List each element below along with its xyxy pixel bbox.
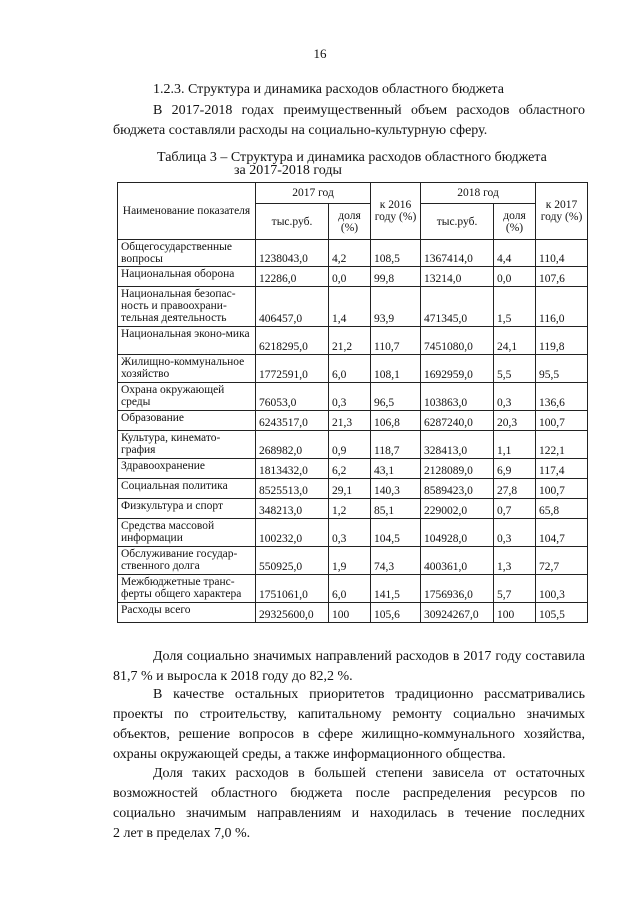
- indicator-name-cell: Национальная безопас-ность и правоохрани-тельная деятельность: [118, 287, 256, 327]
- indicator-name-cell: Обслуживание государ-ственного долга: [118, 547, 256, 575]
- value-2017-cell: 29325600,0: [256, 603, 329, 623]
- share-line-1: Доля социально значимых направлений расходов в 2017 году составила: [153, 649, 585, 664]
- share-2018-cell: 6,9: [494, 459, 536, 479]
- change-vs-2016-cell: 140,3: [371, 479, 421, 499]
- indicator-name-cell: Межбюджетные транс-ферты общего характера: [118, 575, 256, 603]
- change-vs-2016-cell: 118,7: [371, 431, 421, 459]
- table-row: [118, 383, 588, 411]
- table-row: [118, 459, 588, 479]
- header-share-2018: доля (%): [494, 204, 536, 240]
- change-vs-2016-cell: 74,3: [371, 547, 421, 575]
- indicator-name-cell: Охрана окружающей среды: [118, 383, 256, 411]
- value-2018-cell: 400361,0: [421, 547, 494, 575]
- indicator-name-cell: Социальная политика: [118, 479, 256, 499]
- share-2017-cell: 1,9: [329, 547, 371, 575]
- indicator-name-cell: Средства массовой информации: [118, 519, 256, 547]
- priorities-line-4: охраны окружающей среды, а также информационного общества.: [113, 747, 506, 762]
- change-vs-2016-cell: 85,1: [371, 499, 421, 519]
- table-caption: Таблица 3 – Структура и динамика расходов областного бюджета: [157, 150, 547, 165]
- table-row: [118, 240, 588, 267]
- header-indicator-name: Наименование показателя: [118, 183, 256, 240]
- change-vs-2016-cell: 43,1: [371, 459, 421, 479]
- share-2018-cell: 4,4: [494, 240, 536, 267]
- change-vs-2017-cell: 65,8: [536, 499, 588, 519]
- indicator-name-cell: Национальная эконо-мика: [118, 327, 256, 355]
- share-2018-cell: 20,3: [494, 411, 536, 431]
- change-vs-2016-cell: 96,5: [371, 383, 421, 411]
- share-2017-cell: 21,2: [329, 327, 371, 355]
- share-2017-cell: 0,0: [329, 267, 371, 287]
- change-vs-2017-cell: 95,5: [536, 355, 588, 383]
- residual-line-4: 2 лет в пределах 7,0 %.: [113, 826, 251, 841]
- share-2017-cell: 0,3: [329, 519, 371, 547]
- table-row: [118, 431, 588, 459]
- share-2018-cell: 5,7: [494, 575, 536, 603]
- header-share-2017: доля (%): [329, 204, 371, 240]
- header-year-2018: 2018 год: [421, 183, 536, 204]
- share-2017-cell: 100: [329, 603, 371, 623]
- table-row: [118, 355, 588, 383]
- residual-line-2: возможностей областного бюджета после распределения ресурсов по: [113, 786, 585, 801]
- change-vs-2017-cell: 72,7: [536, 547, 588, 575]
- value-2017-cell: 6243517,0: [256, 411, 329, 431]
- share-2017-cell: 0,3: [329, 383, 371, 411]
- value-2018-cell: 2128089,0: [421, 459, 494, 479]
- table-row: [118, 287, 588, 327]
- section-heading: 1.2.3. Структура и динамика расходов областного бюджета: [153, 82, 504, 97]
- value-2017-cell: 1751061,0: [256, 575, 329, 603]
- header-vs-2017: к 2017 году (%): [536, 183, 588, 240]
- table-row: [118, 479, 588, 499]
- share-line-2: 81,7 % и выросла к 2018 году до 82,2 %.: [113, 669, 353, 684]
- share-2018-cell: 0,0: [494, 267, 536, 287]
- table-row: [118, 411, 588, 431]
- value-2018-cell: 328413,0: [421, 431, 494, 459]
- header-year-2017: 2017 год: [256, 183, 371, 204]
- share-2018-cell: 0,7: [494, 499, 536, 519]
- table-row: [118, 267, 588, 287]
- share-2018-cell: 0,3: [494, 383, 536, 411]
- share-2017-cell: 21,3: [329, 411, 371, 431]
- value-2017-cell: 12286,0: [256, 267, 329, 287]
- change-vs-2016-cell: 106,8: [371, 411, 421, 431]
- table-caption-period: за 2017-2018 годы: [234, 163, 342, 178]
- value-2018-cell: 13214,0: [421, 267, 494, 287]
- share-2017-cell: 6,0: [329, 355, 371, 383]
- value-2018-cell: 1756936,0: [421, 575, 494, 603]
- value-2018-cell: 30924267,0: [421, 603, 494, 623]
- value-2018-cell: 6287240,0: [421, 411, 494, 431]
- change-vs-2016-cell: 105,6: [371, 603, 421, 623]
- table-row: [118, 519, 588, 547]
- share-2017-cell: 1,2: [329, 499, 371, 519]
- intro-paragraph: [113, 101, 585, 141]
- value-2017-cell: 1238043,0: [256, 240, 329, 267]
- value-2017-cell: 76053,0: [256, 383, 329, 411]
- share-2017-cell: 6,0: [329, 575, 371, 603]
- indicator-name-cell: Физкультура и спорт: [118, 499, 256, 519]
- change-vs-2017-cell: 119,8: [536, 327, 588, 355]
- priorities-line-3: объектов, решение вопросов в сфере жилищно-коммунального хозяйства,: [113, 727, 585, 742]
- share-2018-cell: 24,1: [494, 327, 536, 355]
- change-vs-2017-cell: 100,7: [536, 411, 588, 431]
- change-vs-2017-cell: 100,7: [536, 479, 588, 499]
- share-2017-cell: 1,4: [329, 287, 371, 327]
- indicator-name-cell: Жилищно-коммунальное хозяйство: [118, 355, 256, 383]
- residual-line-3: социально значимым направлениям и находилась в течение последних: [113, 806, 585, 821]
- change-vs-2017-cell: 107,6: [536, 267, 588, 287]
- value-2017-cell: 6218295,0: [256, 327, 329, 355]
- header-thousand-rub-2017: тыс.руб.: [256, 204, 329, 240]
- priorities-line-1: В качестве остальных приоритетов традиционно рассматривались: [153, 687, 585, 702]
- value-2017-cell: 268982,0: [256, 431, 329, 459]
- change-vs-2017-cell: 100,3: [536, 575, 588, 603]
- value-2017-cell: 550925,0: [256, 547, 329, 575]
- change-vs-2016-cell: 110,7: [371, 327, 421, 355]
- value-2018-cell: 104928,0: [421, 519, 494, 547]
- share-paragraph: [113, 647, 585, 687]
- table-row: [118, 603, 588, 623]
- share-2017-cell: 6,2: [329, 459, 371, 479]
- indicator-name-cell: Расходы всего: [118, 603, 256, 623]
- residual-line-1: Доля таких расходов в большей степени зависела от остаточных: [153, 766, 585, 781]
- change-vs-2016-cell: 104,5: [371, 519, 421, 547]
- change-vs-2017-cell: 117,4: [536, 459, 588, 479]
- change-vs-2016-cell: 108,1: [371, 355, 421, 383]
- value-2018-cell: 8589423,0: [421, 479, 494, 499]
- priorities-line-2: проекты по строительству, капитальному ремонту социально значимых: [113, 707, 585, 722]
- share-2018-cell: 1,3: [494, 547, 536, 575]
- value-2018-cell: 7451080,0: [421, 327, 494, 355]
- value-2018-cell: 103863,0: [421, 383, 494, 411]
- value-2018-cell: 1692959,0: [421, 355, 494, 383]
- value-2017-cell: 406457,0: [256, 287, 329, 327]
- share-2017-cell: 4,2: [329, 240, 371, 267]
- change-vs-2017-cell: 105,5: [536, 603, 588, 623]
- change-vs-2017-cell: 136,6: [536, 383, 588, 411]
- value-2018-cell: 229002,0: [421, 499, 494, 519]
- value-2017-cell: 1813432,0: [256, 459, 329, 479]
- residual-paragraph: [113, 764, 585, 844]
- table-row: [118, 547, 588, 575]
- indicator-name-cell: Здравоохранение: [118, 459, 256, 479]
- change-vs-2017-cell: 104,7: [536, 519, 588, 547]
- share-2018-cell: 27,8: [494, 479, 536, 499]
- change-vs-2017-cell: 122,1: [536, 431, 588, 459]
- intro-line-1: В 2017-2018 годах преимущественный объем расходов областного: [153, 103, 585, 118]
- table-row: [118, 499, 588, 519]
- change-vs-2016-cell: 99,8: [371, 267, 421, 287]
- value-2017-cell: 1772591,0: [256, 355, 329, 383]
- change-vs-2017-cell: 116,0: [536, 287, 588, 327]
- indicator-name-cell: Национальная оборона: [118, 267, 256, 287]
- share-2017-cell: 29,1: [329, 479, 371, 499]
- expenditure-table: [117, 182, 588, 623]
- change-vs-2016-cell: 141,5: [371, 575, 421, 603]
- share-2018-cell: 100: [494, 603, 536, 623]
- header-vs-2016: к 2016 году (%): [371, 183, 421, 240]
- intro-line-2: бюджета составляли расходы на социально-культурную сферу.: [113, 123, 488, 138]
- value-2017-cell: 8525513,0: [256, 479, 329, 499]
- table-row: [118, 575, 588, 603]
- value-2018-cell: 1367414,0: [421, 240, 494, 267]
- share-2018-cell: 0,3: [494, 519, 536, 547]
- share-2018-cell: 1,5: [494, 287, 536, 327]
- indicator-name-cell: Общегосударственные вопросы: [118, 240, 256, 267]
- share-2018-cell: 5,5: [494, 355, 536, 383]
- change-vs-2017-cell: 110,4: [536, 240, 588, 267]
- priorities-paragraph: [113, 685, 585, 765]
- change-vs-2016-cell: 108,5: [371, 240, 421, 267]
- share-2018-cell: 1,1: [494, 431, 536, 459]
- page-number: 16: [313, 46, 327, 61]
- table-row: [118, 327, 588, 355]
- header-thousand-rub-2018: тыс.руб.: [421, 204, 494, 240]
- change-vs-2016-cell: 93,9: [371, 287, 421, 327]
- share-2017-cell: 0,9: [329, 431, 371, 459]
- value-2017-cell: 348213,0: [256, 499, 329, 519]
- indicator-name-cell: Культура, кинемато-графия: [118, 431, 256, 459]
- value-2017-cell: 100232,0: [256, 519, 329, 547]
- value-2018-cell: 471345,0: [421, 287, 494, 327]
- indicator-name-cell: Образование: [118, 411, 256, 431]
